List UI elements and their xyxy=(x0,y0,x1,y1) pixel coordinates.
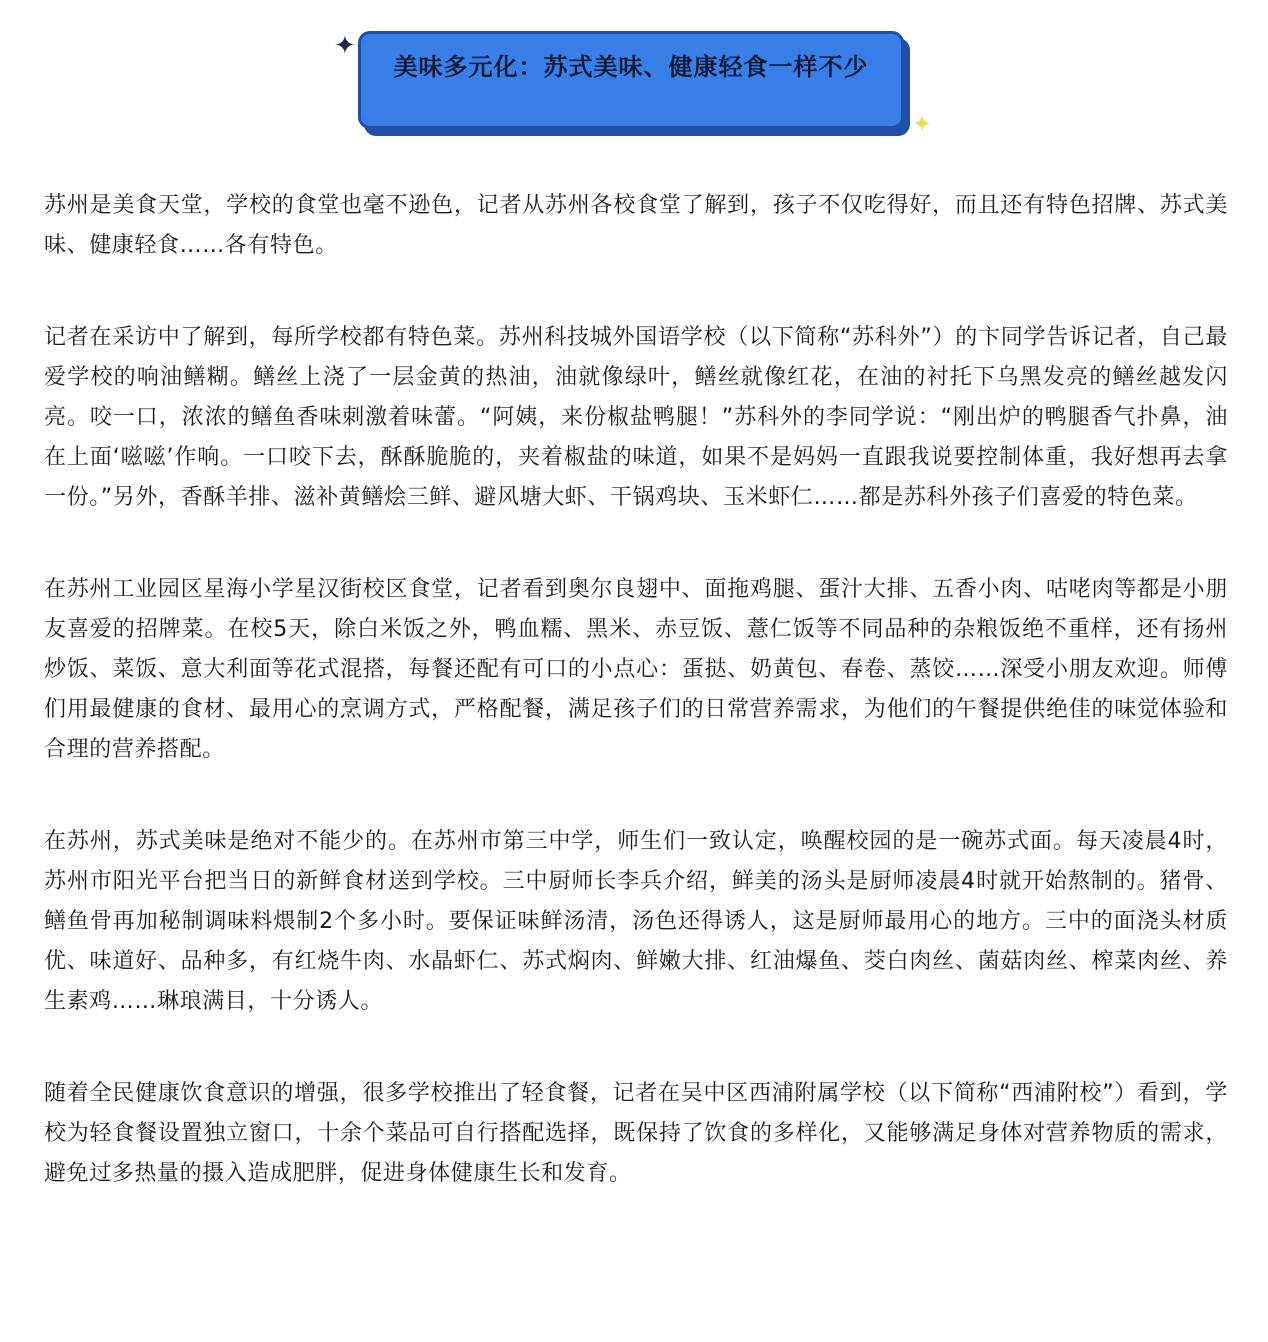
section-title: 美味多元化：苏式美味、健康轻食一样不少 xyxy=(393,53,869,81)
paragraph-xipu: 随着全民健康饮食意识的增强，很多学校推出了轻食餐，记者在吴中区西浦附属学校（以下简称“西浦附校”）看到，学校为轻食餐设置独立窗口，十余个菜品可自行搭配选择，既保持了饮食的多样化，又能够满足身体对营养物质的需求，避免过多热量的摄入造成肥胖，促进身体健康生长和发育。 xyxy=(44,1081,1228,1186)
paragraph-intro: 苏州是美食天堂，学校的食堂也毫不逊色，记者从苏州各校食堂了解到，孩子不仅吃得好，而且还有特色招牌、苏式美味、健康轻食……各有特色。 xyxy=(44,193,1228,258)
paragraph-sanzhong: 在苏州，苏式美味是绝对不能少的。在苏州市第三中学，师生们一致认定，唤醒校园的是一碗苏式面。每天凌晨4时，苏州市阳光平台把当日的新鲜食材送到学校。三中厨师长李兵介绍，鲜美的汤头是厨师凌晨4时就开始熬制的。猪骨、鳝鱼骨再加秘制调味料煨制2个多小时。要保证味鲜汤清，汤色还得诱人，这是厨师最用心的地方。三中的面浇头材质优、味道好、品种多，有红烧牛肉、水晶虾仁、苏式焖肉、鲜嫩大排、红油爆鱼、茭白肉丝、菌菇肉丝、榨菜肉丝、养生素鸡……琳琅满目，十分诱人。 xyxy=(44,829,1228,1014)
sparkle-icon: ✦ xyxy=(334,31,356,61)
header-box xyxy=(358,31,904,129)
section-header xyxy=(0,0,1268,150)
article-body xyxy=(44,186,1228,1194)
paragraph-sukewai: 记者在采访中了解到，每所学校都有特色菜。苏州科技城外国语学校（以下简称“苏科外”）的卞同学告诉记者，自己最爱学校的响油鳝糊。鳝丝上浇了一层金黄的热油，油就像绿叶，鳝丝就像红花，在油的衬托下乌黑发亮的鳝丝越发闪亮。咬一口，浓浓的鳝鱼香味刺激着味蕾。“阿姨，来份椒盐鸭腿！”苏科外的李同学说：“刚出炉的鸭腿香气扑鼻，油在上面‘嗞嗞’作响。一口咬下去，酥酥脆脆的，夹着椒盐的味道，如果不是妈妈一直跟我说要控制体重，我好想再去拿一份。”另外，香酥羊排、滋补黄鳝烩三鲜、避风塘大虾、干锅鸡块、玉米虾仁……都是苏科外孩子们喜爱的特色菜。 xyxy=(44,325,1228,510)
paragraph-xinghai: 在苏州工业园区星海小学星汉街校区食堂，记者看到奥尔良翅中、面拖鸡腿、蛋汁大排、五香小肉、咕咾肉等都是小朋友喜爱的招牌菜。在校5天，除白米饭之外，鸭血糯、黑米、赤豆饭、薏仁饭等不同品种的杂粮饭绝不重样，还有扬州炒饭、菜饭、意大利面等花式混搭，每餐还配有可口的小点心：蛋挞、奶黄包、春卷、蒸饺……深受小朋友欢迎。师傅们用最健康的食材、最用心的烹调方式，严格配餐，满足孩子们的日常营养需求，为他们的午餐提供绝佳的味觉体验和合理的营养搭配。 xyxy=(44,577,1228,762)
sparkle-icon: ✦ xyxy=(912,110,933,138)
